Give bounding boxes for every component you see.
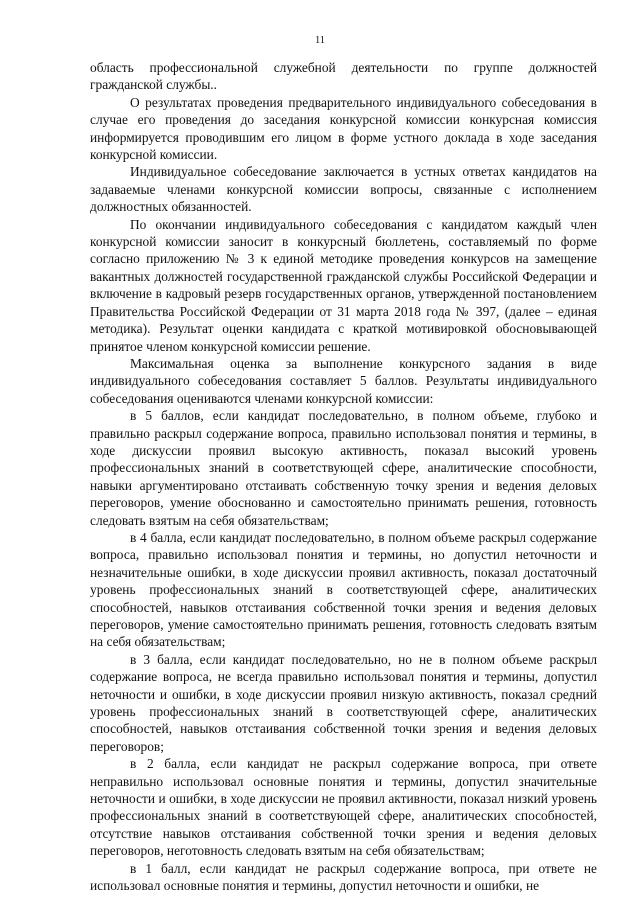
paragraph-score-3: в 3 балла, если кандидат последовательно, но не в полном объеме раскрыл содержание вопроса, не всегда правильно использовал понятия и термины, допустил неточности и ошибки, в ходе дискуссии проявил низкую активность, показал средний уровень профессиональных знаний в соответствующей сфере, аналитических способностей, навыков отстаивания собственной точки зрения и ведения деловых переговоров; [90, 651, 597, 754]
paragraph-continuation: область профессиональной служебной деятельности по группе должностей гражданской службы.. [90, 60, 597, 93]
document-body [90, 59, 597, 895]
paragraph-score-4: в 4 балла, если кандидат последовательно, в полном объеме раскрыл содержание вопроса, правильно использовал понятия и термины, но допустил неточности и незначительные ошибки, в ходе дискуссии проявил активность, показал достаточный уровень профессиональных знаний в соответствующей сфере, аналитических способностей, навыков отстаивания собственной точки зрения и ведения деловых переговоров, умение самостоятельно принимать решения, готовность следовать взятым на себя обязательствам; [90, 529, 597, 650]
paragraph-score-1: в 1 балл, если кандидат не раскрыл содержание вопроса, при ответе не использовал основные понятия и термины, допустил неточности и ошибки, не [90, 860, 597, 894]
page-number: 11 [314, 35, 326, 46]
paragraph-score-2: в 2 балла, если кандидат не раскрыл содержание вопроса, при ответе неправильно использовал основные понятия и термины, допустил значительные неточности и ошибки, в ходе дискуссии не проявил активности, показал низкий уровень профессиональных знаний в соответствующей сфере, аналитических способностей, отсутствие навыков отстаивания собственной точки зрения и ведения деловых переговоров, неготовность следовать взятым на себя обязательствам; [90, 756, 597, 859]
paragraph-interview-definition: Индивидуальное собеседование заключается в устных ответах кандидатов на задаваемые членами конкурсной комиссии вопросы, связанные с исполнением должностных обязанностей. [90, 164, 597, 215]
paragraph-ballot-entry: По окончании индивидуального собеседования с кандидатом каждый член конкурсной комиссии заносит в конкурсный бюллетень, составляемый по форме согласно приложению № 3 к единой методике проведения конкурсов на замещение вакантных должностей государственной гражданской службы Российской Федерации и включение в кадровый резерв государственных органов, утвержденной постановлением Правительства Российской Федерации от 31 марта 2018 года № 397, (далее – единая методика). Результат оценки кандидата с краткой мотивировкой обосновывающей принятое членом конкурсной комиссии решение. [90, 216, 597, 354]
paragraph-max-score: Максимальная оценка за выполнение конкурсного задания в виде индивидуального собеседования составляет 5 баллов. Результаты индивидуального собеседования оцениваются членами конкурсной комиссии: [90, 355, 597, 406]
paragraph-preliminary-interview-results: О результатах проведения предварительного индивидуального собеседования в случае его проведения до заседания конкурсной комиссии конкурсная комиссия информируется проводившим его лицом в форме устного доклада в ходе заседания конкурсной комиссии. [90, 94, 597, 163]
paragraph-score-5: в 5 баллов, если кандидат последовательно, в полном объеме, глубоко и правильно раскрыл содержание вопроса, правильно использовал понятия и термины, в ходе дискуссии проявил высокую активность, показал высокий уровень профессиональных знаний в соответствующей сфере, аналитические способности, навыки аргументировано отстаивать собственную точку зрения и ведения деловых переговоров, умение обоснованно и самостоятельно принимать решения, готовность следовать взятым на себя обязательствам; [90, 408, 597, 528]
